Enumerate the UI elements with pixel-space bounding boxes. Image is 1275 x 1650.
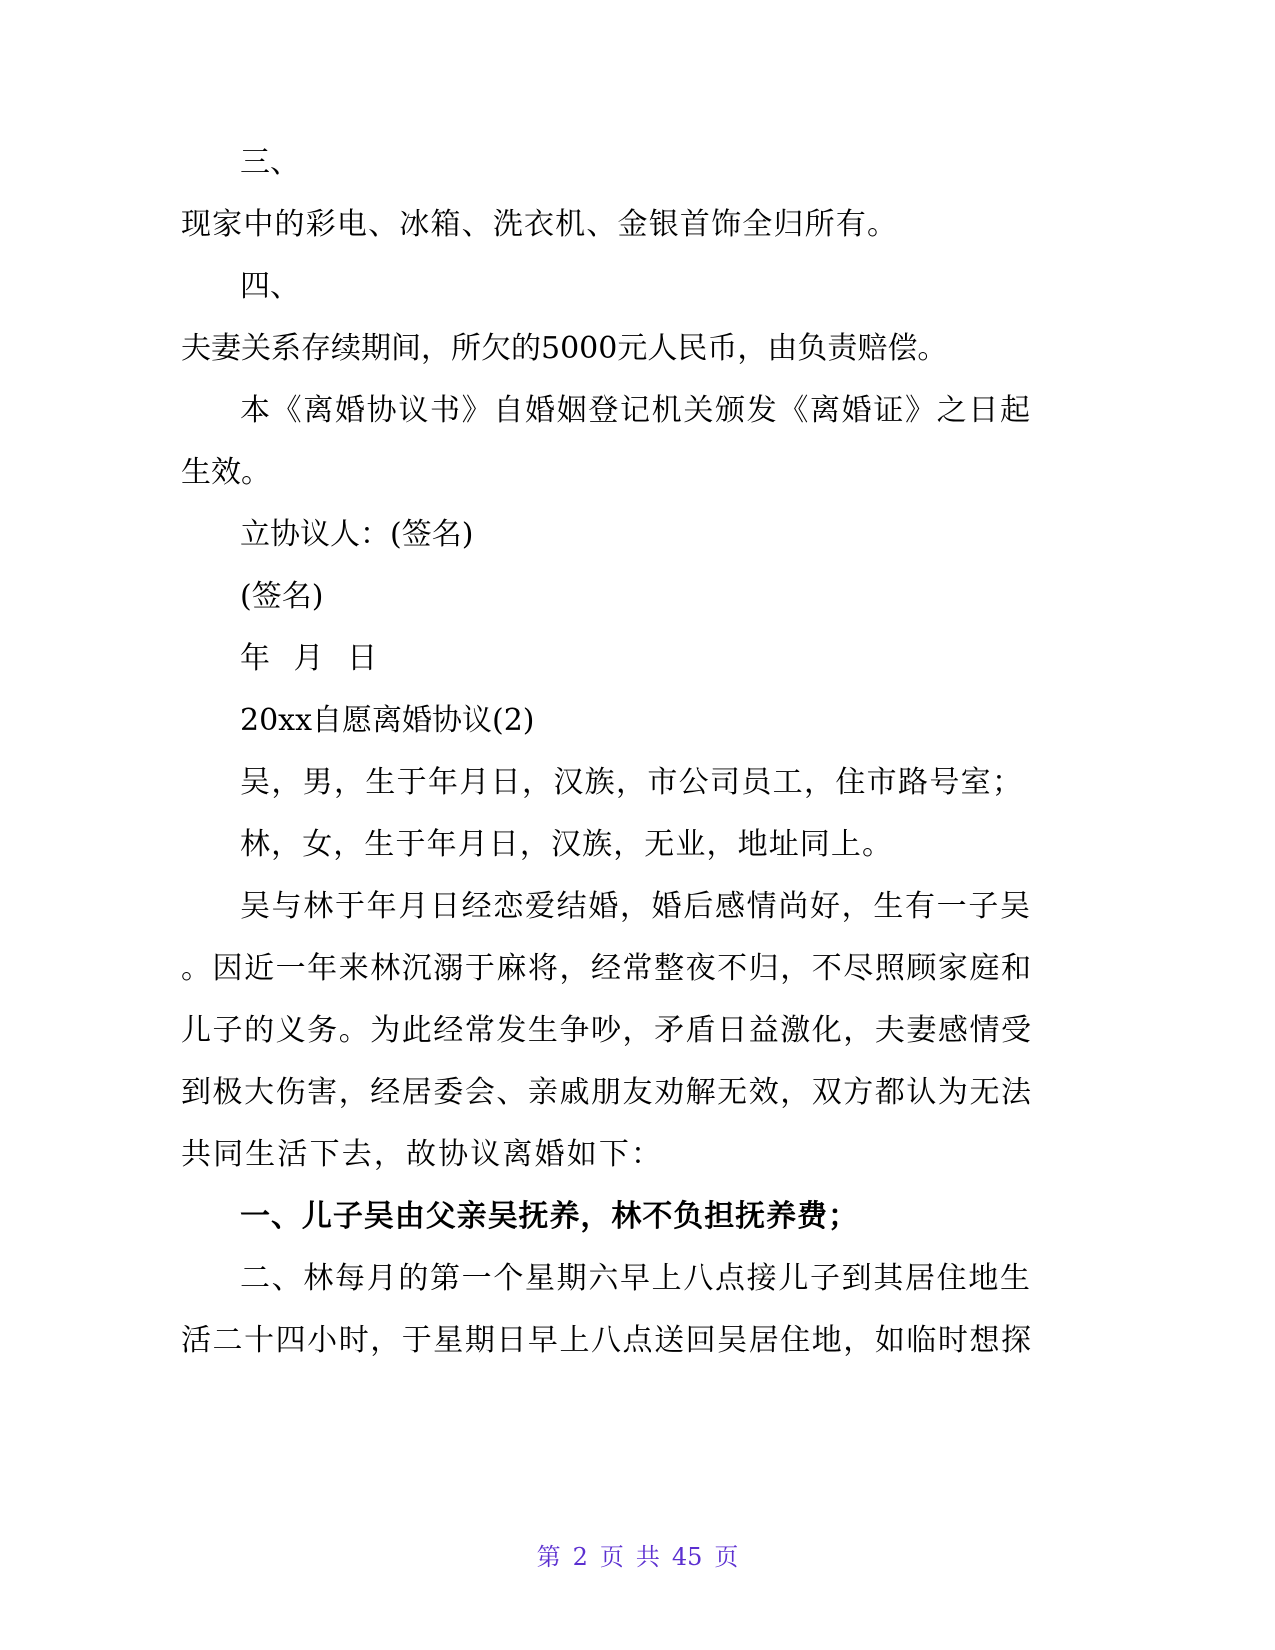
footer-page-number: 2 xyxy=(572,1543,588,1571)
visitation-clause-line-1: 二、林每月的第一个星期六早上八点接儿子到其居住地生 xyxy=(240,1261,1030,1296)
party-lin-line: 林，女，生于年月日，汉族，无业，地址同上。 xyxy=(240,827,892,862)
background-line-2: 。因近一年来林沉溺于麻将，经常整夜不归，不尽照顾家庭和 xyxy=(181,951,1031,986)
section-four-heading: 四、 xyxy=(240,269,300,304)
footer-page-label: 第 xyxy=(536,1543,561,1571)
footer-total-label: 共 xyxy=(635,1543,660,1571)
background-line-4: 到极大伤害，经居委会、亲戚朋友劝解无效，双方都认为无法 xyxy=(181,1075,1031,1110)
effective-clause-line-1: 本《离婚协议书》自婚姻登记机关颁发《离婚证》之日起 xyxy=(240,393,1030,428)
date-line: 年 月 日 xyxy=(240,641,378,676)
agreement-title: 20xx自愿离婚协议(2) xyxy=(240,703,535,738)
signatory-line: 立协议人：(签名) xyxy=(240,517,474,552)
signature-line: (签名) xyxy=(240,579,324,614)
visitation-clause-line-2: 活二十四小时，于星期日早上八点送回吴居住地，如临时想探 xyxy=(181,1323,1031,1358)
page-footer xyxy=(0,1542,1275,1572)
property-clause-line: 现家中的彩电、冰箱、洗衣机、金银首饰全归所有。 xyxy=(181,207,897,242)
footer-page-unit: 页 xyxy=(599,1543,624,1571)
footer-total-pages: 45 xyxy=(671,1543,703,1571)
background-line-3: 儿子的义务。为此经常发生争吵，矛盾日益激化，夫妻感情受 xyxy=(181,1013,1031,1048)
background-line-1: 吴与林于年月日经恋爱结婚，婚后感情尚好，生有一子吴 xyxy=(240,889,1030,924)
effective-clause-line-2: 生效。 xyxy=(181,455,271,490)
custody-clause-line: 一、儿子吴由父亲吴抚养，林不负担抚养费； xyxy=(240,1199,858,1234)
debt-clause-line: 夫妻关系存续期间，所欠的5000元人民币，由负责赔偿。 xyxy=(181,331,948,366)
section-three-heading: 三、 xyxy=(240,145,300,180)
background-line-5: 共同生活下去，故协议离婚如下： xyxy=(181,1137,661,1172)
footer-total-unit: 页 xyxy=(714,1543,739,1571)
party-wu-line: 吴，男，生于年月日，汉族，市公司员工，住市路号室； xyxy=(240,765,1022,800)
